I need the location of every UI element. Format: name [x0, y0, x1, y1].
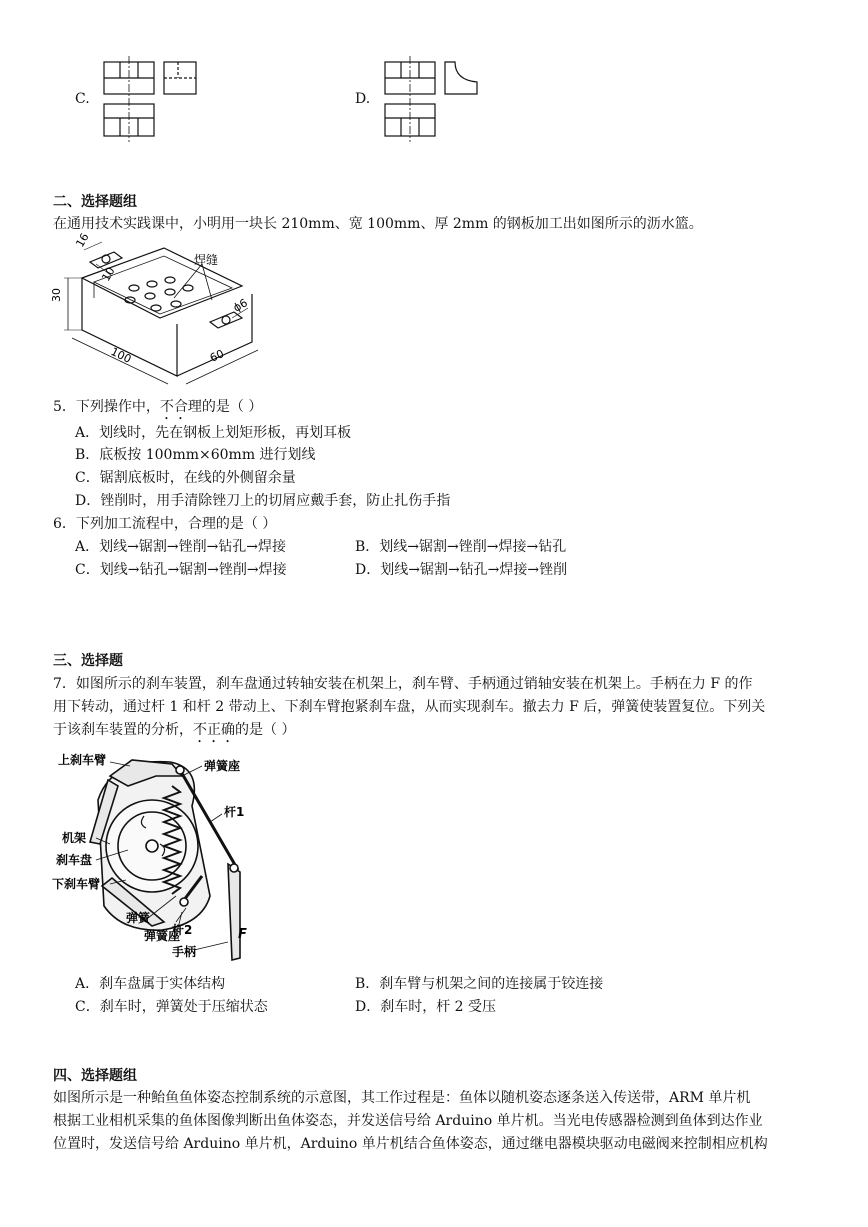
spring-label: 弹簧: [126, 911, 151, 925]
rod-1-label: 杆1: [224, 805, 245, 819]
question-7-line-2: 用下转动，通过杆 1 和杆 2 带动上、下刹车臂抱紧刹车盘，从而实现刹车。撤去力 F 后，弹簧使装置复位。下列关: [53, 699, 766, 715]
dim-phi6: ϕ6: [231, 296, 250, 315]
weld-label: 焊缝: [194, 253, 219, 267]
rod-2-label: 杆2: [172, 923, 193, 937]
disc-label: 刹车盘: [56, 853, 93, 867]
dim-30: 30: [50, 288, 63, 302]
handle-label: 手柄: [172, 945, 197, 959]
lower-arm-label: 下刹车臂: [52, 877, 101, 891]
q6-option-b[interactable]: B．划线→锯割→锉削→焊接→钻孔: [355, 539, 567, 555]
brake-device-figure: [52, 746, 272, 970]
q5-option-d[interactable]: D．锉削时，用手清除锉刀上的切屑应戴手套，防止扎伤手指: [75, 493, 451, 509]
option-c-label[interactable]: C.: [75, 91, 90, 107]
dim-100: 100: [108, 345, 134, 366]
section-2-intro: 在通用技术实践课中，小明用一块长 210mm、宽 100mm、厚 2mm 的钢板加工出如图所示的沥水篮。: [53, 216, 703, 232]
option-c-three-view-drawing: [100, 56, 202, 142]
q6-option-a[interactable]: A．划线→锯割→锉削→钻孔→焊接: [75, 539, 287, 555]
option-d-label[interactable]: D.: [355, 91, 371, 107]
upper-arm-label: 上刹车臂: [58, 753, 107, 767]
q5-option-c[interactable]: C．锯割底板时，在线的外侧留余量: [75, 470, 296, 486]
q6-option-c[interactable]: C．划线→钻孔→锯割→锉削→焊接: [75, 562, 287, 578]
question-6-stem: 6．下列加工流程中，合理的是（ ）: [53, 516, 277, 532]
q7-option-b[interactable]: B．刹车臂与机架之间的连接属于铰连接: [355, 976, 604, 992]
question-7-line-1: 7．如图所示的刹车装置，刹车盘通过转轴安装在机架上，刹车臂、手柄通过销轴安装在机架上。手柄在力 F 的作: [53, 676, 753, 692]
section-4-line-1: 如图所示是一种鲐鱼鱼体姿态控制系统的示意图，其工作过程是：鱼体以随机姿态逐条送入传送带，ARM 单片机: [53, 1090, 751, 1106]
force-label: F: [238, 927, 247, 942]
q5-option-b[interactable]: B．底板按 100mm×60mm 进行划线: [75, 447, 316, 463]
dim-16: 16: [73, 230, 92, 250]
q6-option-d[interactable]: D．划线→锯割→钻孔→焊接→锉削: [355, 562, 568, 578]
question-7-line-3: 于该刹车装置的分析，不正确的是（ ）: [53, 722, 296, 738]
dim-10: 10: [99, 264, 118, 284]
drain-basket-figure: [50, 230, 262, 388]
section-4-line-3: 位置时，发送信号给 Arduino 单片机，Arduino 单片机结合鱼体姿态，通过继电器模块驱动电磁阀来控制相应机构: [53, 1136, 768, 1152]
section-2-heading: 二、选择题组: [53, 194, 137, 210]
section-4-heading: 四、选择题组: [53, 1068, 137, 1084]
section-3-heading: 三、选择题: [53, 653, 123, 669]
q7-option-d[interactable]: D．刹车时，杆 2 受压: [355, 999, 497, 1015]
question-5-stem: 5．下列操作中，不合理的是（ ）: [53, 399, 263, 415]
dim-60: 60: [207, 347, 227, 365]
q7-option-a[interactable]: A．刹车盘属于实体结构: [75, 976, 226, 992]
spring-seat-top-label: 弹簧座: [204, 759, 241, 773]
option-d-three-view-drawing: [381, 56, 483, 142]
q7-option-c[interactable]: C．刹车时，弹簧处于压缩状态: [75, 999, 268, 1015]
section-4-line-2: 根据工业相机采集的鱼体图像判断出鱼体姿态，并发送信号给 Arduino 单片机。当光电传感器检测到鱼体到达作业: [53, 1113, 763, 1129]
frame-label: 机架: [62, 831, 87, 845]
spring-seat-bottom-label: 弹簧座: [144, 929, 181, 943]
q5-option-a[interactable]: A．划线时，先在钢板上划矩形板，再划耳板: [75, 425, 352, 441]
